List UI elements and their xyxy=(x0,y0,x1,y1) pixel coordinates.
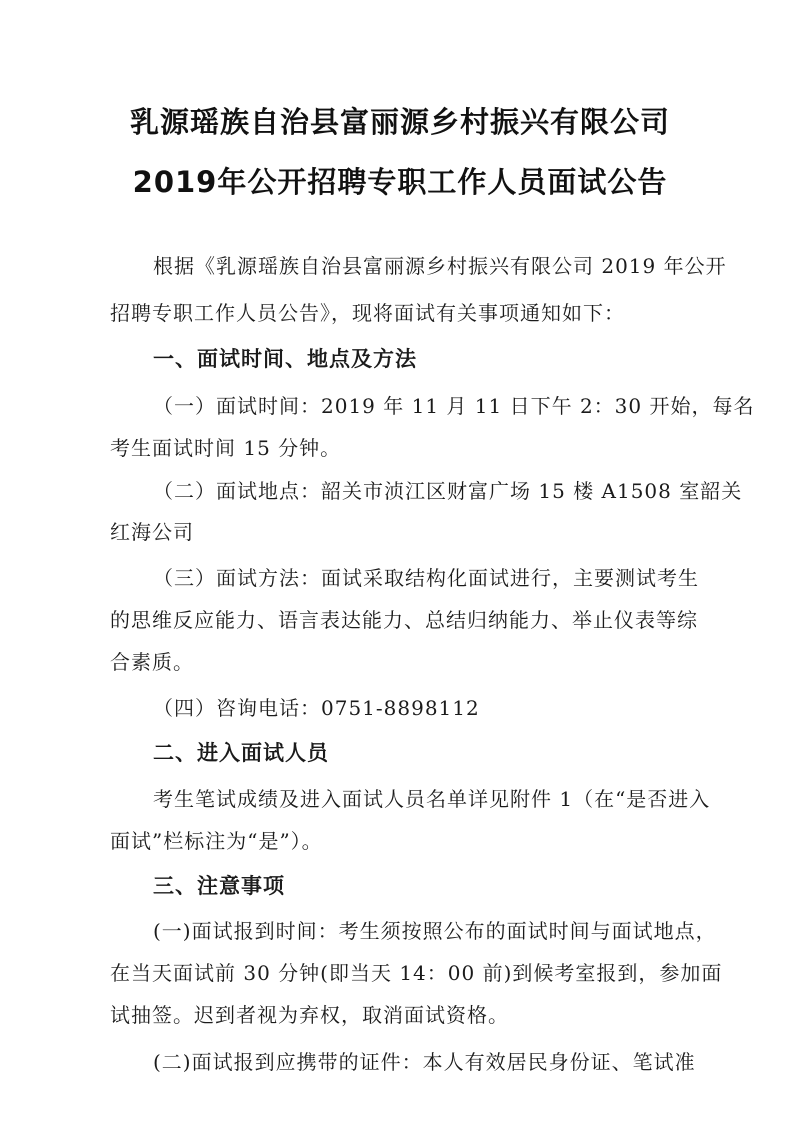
section2-para-line1: 考生笔试成绩及进入面试人员名单详见附件 1（在“是否进入 xyxy=(153,787,711,811)
section3-item1-line1: (一)面试报到时间：考生须按照公布的面试时间与面试地点， xyxy=(153,919,717,943)
section3-item1-line3: 试抽签。迟到者视为弃权，取消面试资格。 xyxy=(110,1003,509,1027)
intro-line1: 根据《乳源瑶族自治县富丽源乡村振兴有限公司 2019 年公开 xyxy=(153,254,727,278)
section3-heading: 三、注意事项 xyxy=(153,874,285,898)
section2-para-line2: 面试”栏标注为“是”）。 xyxy=(110,829,323,853)
document-title-line1: 乳源瑶族自治县富丽源乡村振兴有限公司 xyxy=(129,105,670,139)
section3-item1-line2: 在当天面试前 30 分钟(即当天 14：00 前)到候考室报到，参加面 xyxy=(110,961,723,985)
section1-item1-line1: （一）面试时间：2019 年 11 月 11 日下午 2：30 开始，每名 xyxy=(153,394,755,418)
section2-heading: 二、进入面试人员 xyxy=(153,741,329,765)
section1-item3-line1: （三）面试方法：面试采取结构化面试进行，主要测试考生 xyxy=(153,566,699,590)
section1-item1-line2: 考生面试时间 15 分钟。 xyxy=(110,436,342,460)
section3-item2-line1: (二)面试报到应携带的证件：本人有效居民身份证、笔试准 xyxy=(153,1050,696,1074)
section1-item2-line1: （二）面试地点：韶关市浈江区财富广场 15 楼 A1508 室韶关 xyxy=(153,479,743,503)
document-title-line2: 2019年公开招聘专职工作人员面试公告 xyxy=(132,165,668,199)
section1-item2-line2: 红海公司 xyxy=(110,520,194,544)
section1-heading: 一、面试时间、地点及方法 xyxy=(153,347,417,371)
section1-item3-line2: 的思维反应能力、语言表达能力、总结归纳能力、举止仪表等综 xyxy=(110,608,698,632)
intro-line2: 招聘专职工作人员公告》，现将面试有关事项通知如下： xyxy=(110,301,625,325)
section1-item3-line3: 合素质。 xyxy=(110,650,194,674)
section1-item4-line1: （四）咨询电话：0751-8898112 xyxy=(153,696,480,720)
